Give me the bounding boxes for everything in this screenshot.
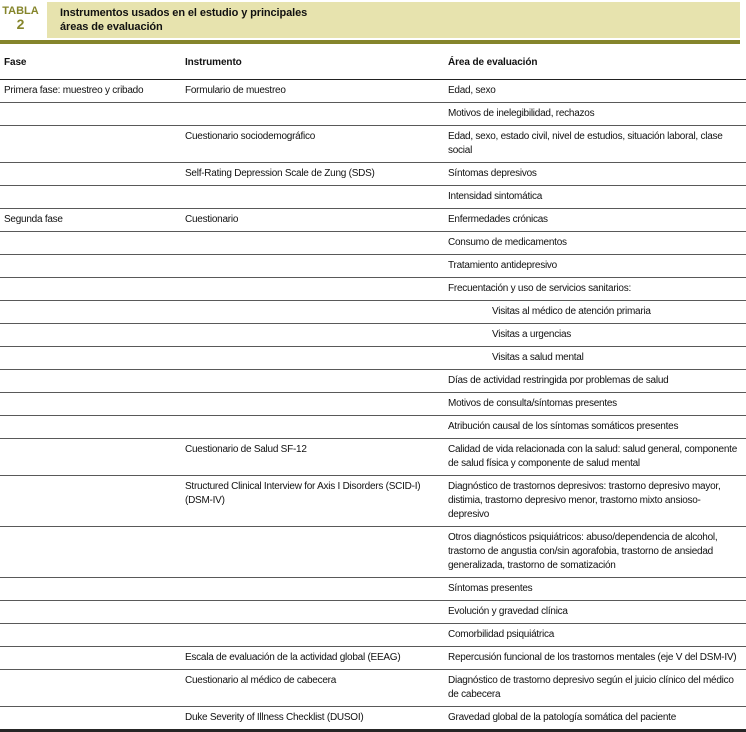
area-cell: Visitas a salud mental — [492, 352, 584, 363]
instrumento-cell — [185, 301, 448, 323]
area-cell: Motivos de consulta/síntomas presentes — [448, 398, 617, 409]
fase-cell — [0, 103, 185, 125]
column-header-area: Área de evaluación — [448, 57, 538, 68]
table-row — [0, 476, 746, 527]
table-row — [0, 278, 746, 301]
fase-cell: Segunda fase — [4, 214, 63, 225]
fase-cell — [0, 347, 185, 369]
table-row — [0, 416, 746, 439]
area-cell: Calidad de vida relacionada con la salud: salud general, componente de salud física y componente de salud mental — [448, 444, 738, 469]
area-cell: Tratamiento antidepresivo — [448, 260, 557, 271]
fase-cell — [0, 707, 185, 729]
table-word: TABLA — [2, 5, 39, 17]
table-header — [0, 2, 746, 38]
fase-cell — [0, 324, 185, 346]
table-title-band — [47, 2, 740, 38]
table-row — [0, 439, 746, 476]
area-cell: Síntomas depresivos — [448, 168, 537, 179]
table-row — [0, 370, 746, 393]
table-column-headers — [0, 44, 746, 80]
table-row — [0, 527, 746, 578]
table-number-label — [0, 2, 41, 38]
instrumento-cell: Cuestionario — [185, 214, 239, 225]
instrumento-cell — [185, 255, 448, 277]
area-cell: Repercusión funcional de los trastornos mentales (eje V del DSM-IV) — [448, 652, 737, 663]
fase-cell — [0, 670, 185, 706]
fase-cell — [0, 393, 185, 415]
instrumento-cell — [185, 393, 448, 415]
instrumento-cell — [185, 370, 448, 392]
area-cell: Intensidad sintomática — [448, 191, 543, 202]
instrumento-cell — [185, 103, 448, 125]
fase-cell — [0, 232, 185, 254]
table-title-line2: áreas de evaluación — [60, 21, 163, 33]
area-cell: Gravedad global de la patología somática del paciente — [448, 712, 677, 723]
instrumento-cell — [185, 624, 448, 646]
column-header-instrumento: Instrumento — [185, 57, 242, 68]
fase-cell — [0, 647, 185, 669]
table-row — [0, 624, 746, 647]
area-cell: Edad, sexo, estado civil, nivel de estudios, situación laboral, clase social — [448, 131, 723, 156]
table-row — [0, 393, 746, 416]
table-number: 2 — [16, 16, 25, 32]
area-cell: Edad, sexo — [448, 85, 496, 96]
area-cell: Diagnóstico de trastorno depresivo según el juicio clínico del médico de cabecera — [448, 675, 734, 700]
area-cell: Visitas a urgencias — [492, 329, 571, 340]
instrumento-cell — [185, 278, 448, 300]
table-row — [0, 232, 746, 255]
area-cell: Comorbilidad psiquiátrica — [448, 629, 555, 640]
fase-cell — [0, 578, 185, 600]
fase-cell — [0, 370, 185, 392]
area-cell: Motivos de inelegibilidad, rechazos — [448, 108, 595, 119]
fase-cell — [0, 476, 185, 526]
area-cell: Días de actividad restringida por problemas de salud — [448, 375, 669, 386]
fase-cell — [0, 439, 185, 475]
instrumento-cell — [185, 186, 448, 208]
area-cell: Evolución y gravedad clínica — [448, 606, 568, 617]
area-cell: Atribución causal de los síntomas somáticos presentes — [448, 421, 679, 432]
fase-cell — [0, 301, 185, 323]
area-cell: Otros diagnósticos psiquiátricos: abuso/dependencia de alcohol, trastorno de angustia con/sin agorafobia, trastorno de ansiedad generalizada, trastorno de somatización — [448, 532, 718, 571]
fase-cell — [0, 186, 185, 208]
fase-cell — [0, 255, 185, 277]
table-row — [0, 103, 746, 126]
table-row — [0, 255, 746, 278]
instrumento-cell — [185, 416, 448, 438]
instrumento-cell — [185, 601, 448, 623]
area-cell: Consumo de medicamentos — [448, 237, 567, 248]
instrumento-cell: Duke Severity of Illness Checklist (DUSOI) — [185, 712, 364, 723]
table-row — [0, 647, 746, 670]
instrumento-cell: Formulario de muestreo — [185, 85, 286, 96]
fase-cell — [0, 416, 185, 438]
table-row — [0, 601, 746, 624]
table-row — [0, 324, 746, 347]
table-row — [0, 347, 746, 370]
fase-cell — [0, 601, 185, 623]
instrumento-cell: Self-Rating Depression Scale de Zung (SDS) — [185, 168, 375, 179]
fase-cell — [0, 163, 185, 185]
column-header-fase: Fase — [4, 57, 27, 68]
area-cell: Síntomas presentes — [448, 583, 533, 594]
instrumento-cell: Cuestionario al médico de cabecera — [185, 675, 337, 686]
fase-cell — [0, 278, 185, 300]
instrumento-cell — [185, 347, 448, 369]
area-cell: Enfermedades crónicas — [448, 214, 548, 225]
table-row — [0, 126, 746, 163]
table-row — [0, 209, 746, 232]
instrumento-cell: Structured Clinical Interview for Axis I Disorders (SCID-I) (DSM-IV) — [185, 481, 421, 506]
area-cell: Diagnóstico de trastornos depresivos: trastorno depresivo mayor, distimia, trastorno depresivo menor, trastorno mixto ansioso-depresivo — [448, 481, 721, 520]
table-row — [0, 707, 746, 732]
instrumento-cell: Cuestionario de Salud SF-12 — [185, 444, 307, 455]
table-title-line1: Instrumentos usados en el estudio y principales — [60, 7, 308, 19]
table-row — [0, 301, 746, 324]
area-cell: Visitas al médico de atención primaria — [492, 306, 651, 317]
fase-cell — [0, 527, 185, 577]
table-row — [0, 670, 746, 707]
table-row — [0, 163, 746, 186]
instrumento-cell — [185, 527, 448, 577]
instrumento-cell — [185, 232, 448, 254]
table-body — [0, 80, 746, 732]
instrumento-cell — [185, 578, 448, 600]
fase-cell — [0, 126, 185, 162]
table-row — [0, 578, 746, 601]
table-row — [0, 186, 746, 209]
table-row — [0, 80, 746, 103]
area-cell: Frecuentación y uso de servicios sanitarios: — [448, 283, 631, 294]
fase-cell: Primera fase: muestreo y cribado — [4, 85, 144, 96]
instrumento-cell — [185, 324, 448, 346]
fase-cell — [0, 624, 185, 646]
instrumento-cell: Escala de evaluación de la actividad global (EEAG) — [185, 652, 401, 663]
instrumento-cell: Cuestionario sociodemográfico — [185, 131, 316, 142]
